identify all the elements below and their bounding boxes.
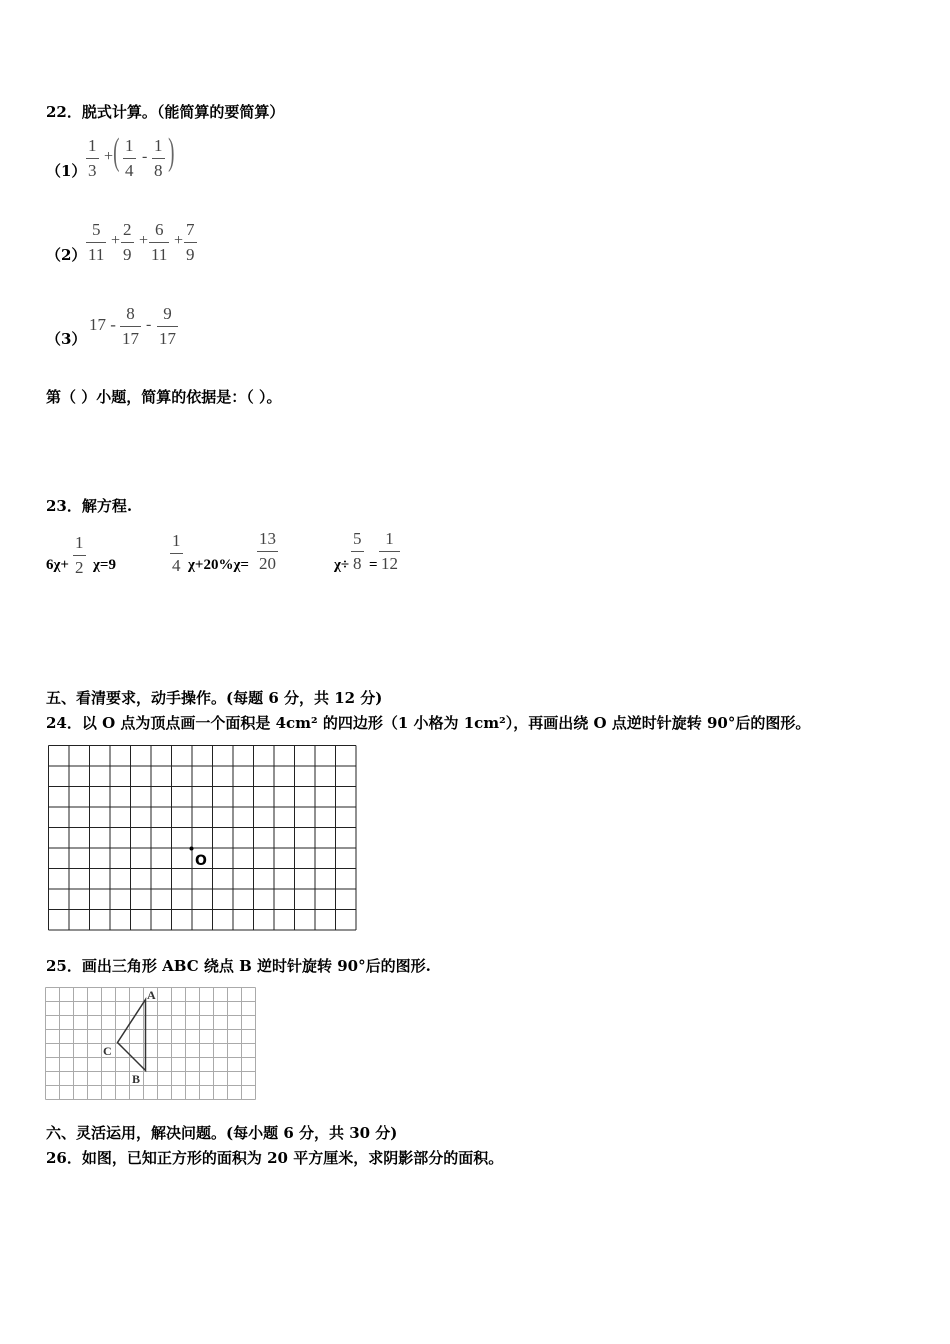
minus-op: - <box>142 148 148 165</box>
q22-part3-label: （3） <box>46 330 87 348</box>
numerator: 6 <box>154 220 164 239</box>
eq3-pre: χ÷ <box>334 557 350 573</box>
denominator: 4 <box>172 556 181 575</box>
denominator: 11 <box>88 245 105 264</box>
q25-title: 25．画出三角形 ABC 绕点 B 逆时针旋转 90°后的图形. <box>46 957 431 975</box>
q22-p1-frac3 <box>152 136 165 181</box>
eq3-rhs-frac <box>379 529 400 574</box>
section6-title: 六、灵活运用，解决问题。(每小题 6 分，共 30 分) <box>46 1124 398 1142</box>
section5-title: 五、看清要求，动手操作。(每题 6 分，共 12 分) <box>46 689 383 707</box>
numerator: 1 <box>125 136 134 155</box>
q22-p2-frac3 <box>149 220 169 265</box>
plus-op: + <box>104 148 114 165</box>
q22-note: 第（ ）小题，简算的依据是：（ ）。 <box>46 388 282 406</box>
denominator: 9 <box>186 245 195 264</box>
numerator: 1 <box>172 531 181 550</box>
q22-p2-frac4 <box>184 220 197 265</box>
numerator: 1 <box>154 136 163 155</box>
plus-op: + <box>174 232 184 249</box>
numerator: 7 <box>186 220 195 239</box>
numerator: 13 <box>259 529 276 548</box>
denominator: 11 <box>151 245 168 264</box>
eq1-pre: 6χ+ <box>46 557 69 573</box>
denominator: 3 <box>88 161 97 180</box>
q22-p3-frac1 <box>120 304 141 349</box>
numerator: 1 <box>88 136 97 155</box>
eq3-equals: = <box>369 557 378 573</box>
denominator: 20 <box>259 554 276 573</box>
numerator: 5 <box>353 529 362 548</box>
numerator: 2 <box>123 220 132 239</box>
q22-p2-frac2 <box>121 220 134 265</box>
q26-title: 26．如图，已知正方形的面积为 20 平方厘米，求阴影部分的面积。 <box>46 1149 504 1167</box>
q22-p1-frac1 <box>86 136 99 181</box>
denominator: 17 <box>159 329 176 348</box>
plus-op: + <box>139 232 149 249</box>
numerator: 5 <box>91 220 101 239</box>
vertex-a-label: A <box>147 988 156 1002</box>
denominator: 2 <box>75 558 84 577</box>
q22-part2-label: （2） <box>46 246 87 264</box>
triangle-abc <box>118 1000 146 1071</box>
denominator: 17 <box>122 329 139 348</box>
denominator: 8 <box>154 161 163 180</box>
q22-p3-frac2 <box>157 304 178 349</box>
eq2-rhs-frac <box>257 529 278 574</box>
q24-title: 24．以 O 点为顶点画一个面积是 4cm² 的四边形（1 小格为 1cm²），再画出绕 O 点逆时针旋转 90°后的图形。 <box>46 714 811 732</box>
eq2-mid: χ+20%χ= <box>188 557 249 573</box>
denominator: 12 <box>381 554 398 573</box>
q25-grid[interactable] <box>44 985 262 1103</box>
numerator: 9 <box>163 304 172 323</box>
left-paren: ( <box>113 131 120 173</box>
vertex-c-label: C <box>103 1044 112 1058</box>
eq2-frac <box>170 531 183 576</box>
right-paren: ) <box>168 131 175 173</box>
numerator: 1 <box>385 529 394 548</box>
eq1-frac <box>73 533 86 578</box>
q22-p2-frac1 <box>86 220 106 265</box>
numerator: 8 <box>126 304 135 323</box>
plus-op: + <box>111 232 121 249</box>
eq1-post: χ=9 <box>93 557 116 573</box>
q22-p1-frac2 <box>123 136 136 181</box>
point-o <box>190 847 194 851</box>
denominator: 4 <box>125 161 134 180</box>
q23-title: 23．解方程. <box>46 497 133 515</box>
denominator: 9 <box>123 245 132 264</box>
eq3-frac <box>351 529 364 574</box>
vertex-b-label: B <box>132 1072 141 1086</box>
numerator: 1 <box>75 533 84 552</box>
q22-title: 22．脱式计算。（能简算的要简算） <box>46 103 285 121</box>
point-o-label: O <box>195 853 207 869</box>
denominator: 8 <box>353 554 362 573</box>
minus-op: - <box>146 316 152 333</box>
q24-grid[interactable] <box>47 745 359 935</box>
q22-part1-label: （1） <box>46 162 87 180</box>
lead-term: 17 - <box>89 315 116 334</box>
